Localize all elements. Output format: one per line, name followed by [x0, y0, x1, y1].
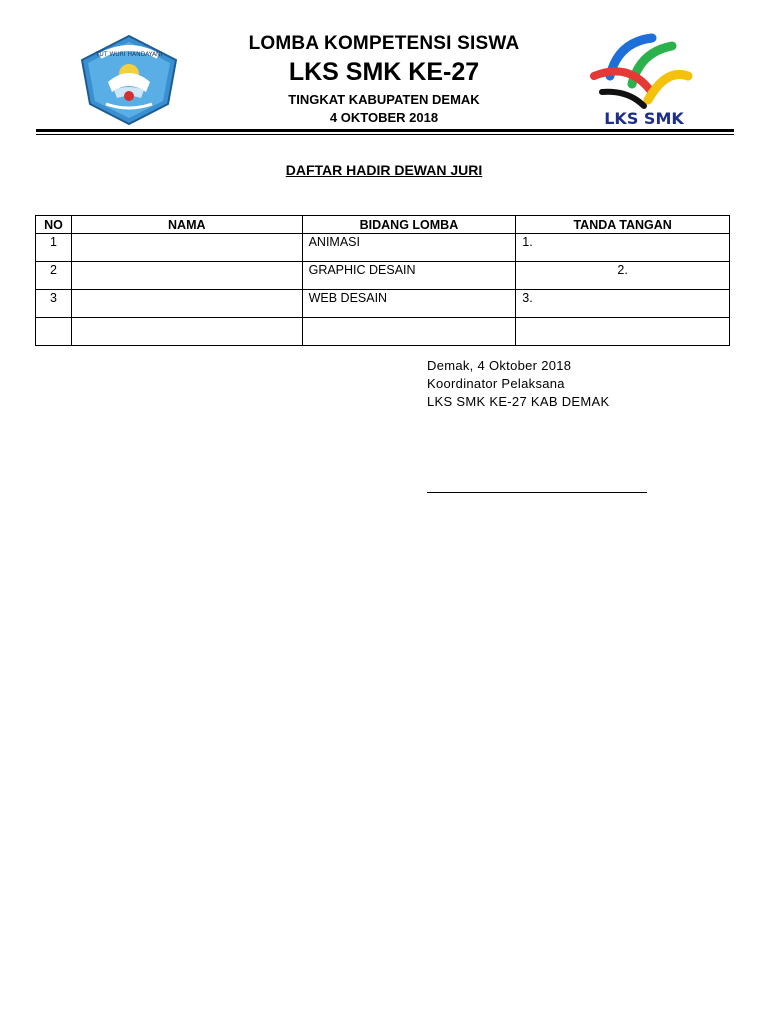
event-name: LKS SMK KE-27 — [288, 58, 480, 86]
cell-nama — [71, 234, 302, 262]
cell-no: 1 — [36, 234, 72, 262]
table-row — [36, 290, 730, 318]
document-title: DAFTAR HADIR DEWAN JURI — [285, 162, 483, 178]
table-row — [36, 234, 730, 262]
cell-bidang: GRAPHIC DESAIN — [302, 262, 516, 290]
table-header-row — [36, 216, 730, 234]
cell-no: 3 — [36, 290, 72, 318]
header-bidang-lomba: BIDANG LOMBA — [302, 216, 516, 234]
cell-ttd: 3. — [516, 290, 730, 318]
signature-line — [427, 492, 647, 493]
event-title: LOMBA KOMPETENSI SISWA — [248, 33, 520, 54]
cell-ttd — [516, 318, 730, 346]
cell-bidang: WEB DESAIN — [302, 290, 516, 318]
lks-smk-logo-text: LKS SMK — [604, 109, 684, 128]
cell-no: 2 — [36, 262, 72, 290]
header-rule-thick — [36, 129, 734, 132]
lks-smk-logo-icon — [588, 32, 702, 128]
header-tanda-tangan: TANDA TANGAN — [516, 216, 730, 234]
attendance-table — [35, 215, 730, 346]
signature-organization: LKS SMK KE-27 KAB DEMAK — [427, 394, 610, 409]
cell-no — [36, 318, 72, 346]
signature-place-date: Demak, 4 Oktober 2018 — [427, 358, 572, 373]
header-rule-thin — [36, 134, 734, 135]
cell-nama — [71, 318, 302, 346]
header-no: NO — [36, 216, 72, 234]
table-row — [36, 318, 730, 346]
signature-role: Koordinator Pelaksana — [427, 376, 565, 391]
cell-nama — [71, 290, 302, 318]
event-level: TINGKAT KABUPATEN DEMAK — [288, 92, 480, 107]
cell-bidang: ANIMASI — [302, 234, 516, 262]
table-row — [36, 262, 730, 290]
cell-ttd: 1. — [516, 234, 730, 262]
cell-ttd: 2. — [516, 262, 730, 290]
event-date: 4 OKTOBER 2018 — [329, 110, 439, 125]
emblem-text: TUT WURI HANDAYANI — [95, 51, 163, 58]
header-nama: NAMA — [71, 216, 302, 234]
cell-nama — [71, 262, 302, 290]
cell-bidang — [302, 318, 516, 346]
